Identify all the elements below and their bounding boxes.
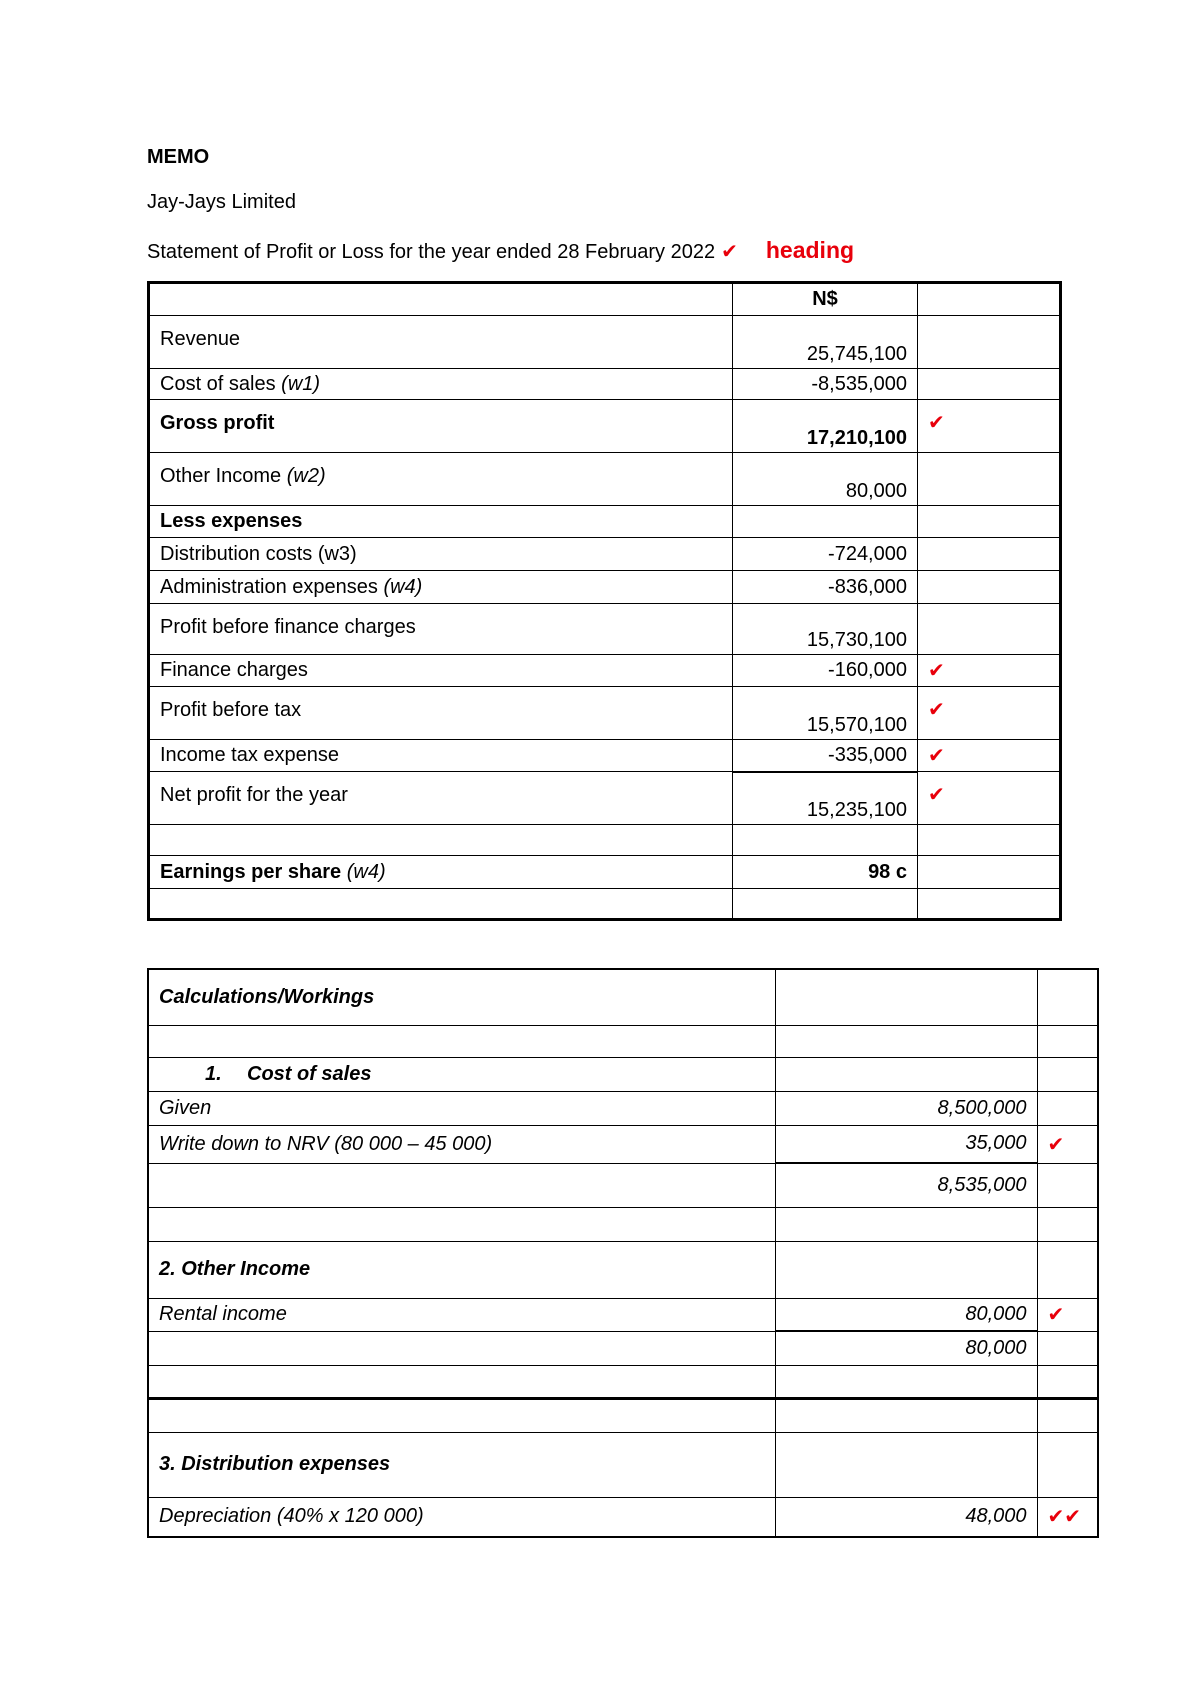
empty-cell (775, 1207, 1037, 1241)
empty-cell (1037, 1365, 1098, 1398)
workings-table (147, 968, 1099, 1538)
empty-cell (775, 969, 1037, 1025)
empty-cell (733, 506, 918, 538)
company-name: Jay-Jays Limited (147, 191, 296, 213)
check-cell (918, 772, 1061, 825)
table-row-gross-profit (149, 400, 1061, 453)
row-amount: 25,745,100 (733, 316, 918, 369)
empty-cell (1037, 1241, 1098, 1298)
table-row-cost-of-sales (149, 369, 1061, 400)
row-amount: 15,730,100 (733, 604, 918, 655)
empty-cell (733, 889, 918, 920)
table-row-empty (148, 1365, 1098, 1398)
working-ref: (w1) (281, 372, 321, 395)
row-label: Finance charges (149, 655, 733, 687)
empty-cell (1037, 1398, 1098, 1432)
row-label (149, 369, 733, 400)
table-row-distribution-title (148, 1432, 1098, 1497)
row-label: Less expenses (149, 506, 733, 538)
row-label: Write down to NRV (80 000 – 45 000) (148, 1125, 775, 1163)
row-label: Profit before tax (149, 687, 733, 740)
row-label: Income tax expense (149, 740, 733, 772)
empty-cell (918, 283, 1061, 316)
table-row-net-profit (149, 772, 1061, 825)
check-cell (1037, 1497, 1098, 1537)
empty-cell (1037, 1207, 1098, 1241)
empty-cell (918, 316, 1061, 369)
row-label: Revenue (149, 316, 733, 369)
empty-cell (918, 453, 1061, 506)
empty-cell (148, 1025, 775, 1057)
empty-cell (918, 369, 1061, 400)
row-label (149, 453, 733, 506)
table-row-finance-charges (149, 655, 1061, 687)
section-number: 1. (205, 1062, 222, 1085)
row-label: Rental income (148, 1298, 775, 1331)
row-label: Gross profit (149, 400, 733, 453)
table-row-administration (149, 571, 1061, 604)
empty-cell (918, 889, 1061, 920)
empty-cell (918, 506, 1061, 538)
empty-cell (149, 825, 733, 856)
empty-cell (1037, 1432, 1098, 1497)
empty-cell (149, 283, 733, 316)
empty-cell (1037, 1057, 1098, 1091)
empty-cell (918, 571, 1061, 604)
row-amount: 98 c (733, 856, 918, 889)
check-cell (918, 740, 1061, 772)
table-row-empty (149, 889, 1061, 920)
check-cell (1037, 1298, 1098, 1331)
empty-cell (918, 538, 1061, 571)
check-cell (918, 400, 1061, 453)
row-amount: 15,235,100 (733, 772, 918, 825)
row-amount: -836,000 (733, 571, 918, 604)
section-title: 2. Other Income (148, 1241, 775, 1298)
table-row-revenue (149, 316, 1061, 369)
row-amount: 8,500,000 (775, 1091, 1037, 1125)
currency-header: N$ (733, 283, 918, 316)
row-amount: -724,000 (733, 538, 918, 571)
row-label: Depreciation (40% x 120 000) (148, 1497, 775, 1537)
row-label: Profit before finance charges (149, 604, 733, 655)
empty-cell (148, 1163, 775, 1207)
memo-title: MEMO (147, 146, 210, 168)
row-label (149, 571, 733, 604)
empty-cell (775, 1398, 1037, 1432)
section-title-text: Cost of sales (247, 1062, 372, 1085)
label-text: Earnings per share (160, 860, 342, 883)
statement-title: Statement of Profit or Loss for the year ended 28 February 2022 (147, 241, 716, 263)
empty-cell (1037, 1025, 1098, 1057)
row-label: Net profit for the year (149, 772, 733, 825)
empty-cell (148, 1331, 775, 1365)
table-row-empty (148, 1207, 1098, 1241)
empty-cell (918, 604, 1061, 655)
row-amount: -335,000 (733, 740, 918, 772)
empty-cell (1037, 969, 1098, 1025)
empty-cell (1037, 1163, 1098, 1207)
table-row-profit-before-finance (149, 604, 1061, 655)
table-row-profit-before-tax (149, 687, 1061, 740)
profit-loss-table (147, 281, 1062, 921)
section-title: 3. Distribution expenses (148, 1432, 775, 1497)
double-check-mark-icon: ✔✔ (1047, 1506, 1082, 1529)
row-amount: 80,000 (733, 453, 918, 506)
table-row-depreciation (148, 1497, 1098, 1537)
row-label: Distribution costs (w3) (149, 538, 733, 571)
row-amount: -160,000 (733, 655, 918, 687)
empty-cell (775, 1241, 1037, 1298)
table-row-writedown (148, 1125, 1098, 1163)
row-amount: -8,535,000 (733, 369, 918, 400)
row-label: Given (148, 1091, 775, 1125)
label-text: Administration expenses (160, 575, 378, 598)
empty-cell (775, 1432, 1037, 1497)
empty-cell (918, 825, 1061, 856)
statement-title-line (147, 237, 854, 264)
row-amount: 80,000 (775, 1298, 1037, 1331)
workings-title: Calculations/Workings (148, 969, 775, 1025)
row-amount: 17,210,100 (733, 400, 918, 453)
empty-cell (1037, 1091, 1098, 1125)
row-amount: 35,000 (775, 1125, 1037, 1163)
empty-cell (775, 1025, 1037, 1057)
table-row-empty (148, 1025, 1098, 1057)
empty-cell (148, 1398, 775, 1432)
empty-cell (149, 889, 733, 920)
check-mark-icon: ✔ (928, 412, 945, 434)
section-title (148, 1057, 775, 1091)
row-amount: 15,570,100 (733, 687, 918, 740)
check-mark-icon: ✔ (928, 699, 945, 721)
check-mark-icon: ✔ (721, 241, 738, 263)
table-row-cost-of-sales-total (148, 1163, 1098, 1207)
working-ref: (w4) (383, 575, 423, 598)
table-row-other-income (149, 453, 1061, 506)
empty-cell (775, 1057, 1037, 1091)
table-row-cost-of-sales-title (148, 1057, 1098, 1091)
check-mark-icon: ✔ (928, 784, 945, 806)
empty-cell (775, 1365, 1037, 1398)
heading-note: heading (765, 237, 855, 263)
empty-cell (148, 1207, 775, 1241)
working-ref: (w2) (286, 465, 326, 487)
label-text: Cost of sales (160, 372, 276, 395)
table-row-eps (149, 856, 1061, 889)
label-text: Other Income (160, 465, 282, 487)
empty-cell (148, 1365, 775, 1398)
empty-cell (918, 856, 1061, 889)
check-mark-icon: ✔ (1047, 1304, 1065, 1326)
table-row-workings-title (148, 969, 1098, 1025)
check-cell (918, 655, 1061, 687)
row-total: 80,000 (775, 1331, 1037, 1365)
check-cell (918, 687, 1061, 740)
check-mark-icon: ✔ (1047, 1133, 1065, 1156)
table-row-empty (148, 1398, 1098, 1432)
table-row-empty (149, 825, 1061, 856)
working-ref: (w4) (346, 860, 386, 883)
row-total: 8,535,000 (775, 1163, 1037, 1207)
check-mark-icon: ✔ (928, 745, 945, 767)
check-mark-icon: ✔ (928, 660, 945, 682)
table-row-rental-income (148, 1298, 1098, 1331)
table-row-less-expenses (149, 506, 1061, 538)
check-cell (1037, 1125, 1098, 1163)
table-row-other-income-total (148, 1331, 1098, 1365)
empty-cell (733, 825, 918, 856)
table-row-distribution-costs (149, 538, 1061, 571)
table-row-given (148, 1091, 1098, 1125)
row-label (149, 856, 733, 889)
row-amount: 48,000 (775, 1497, 1037, 1537)
table-row-other-income-title (148, 1241, 1098, 1298)
empty-cell (1037, 1331, 1098, 1365)
table-row-income-tax (149, 740, 1061, 772)
